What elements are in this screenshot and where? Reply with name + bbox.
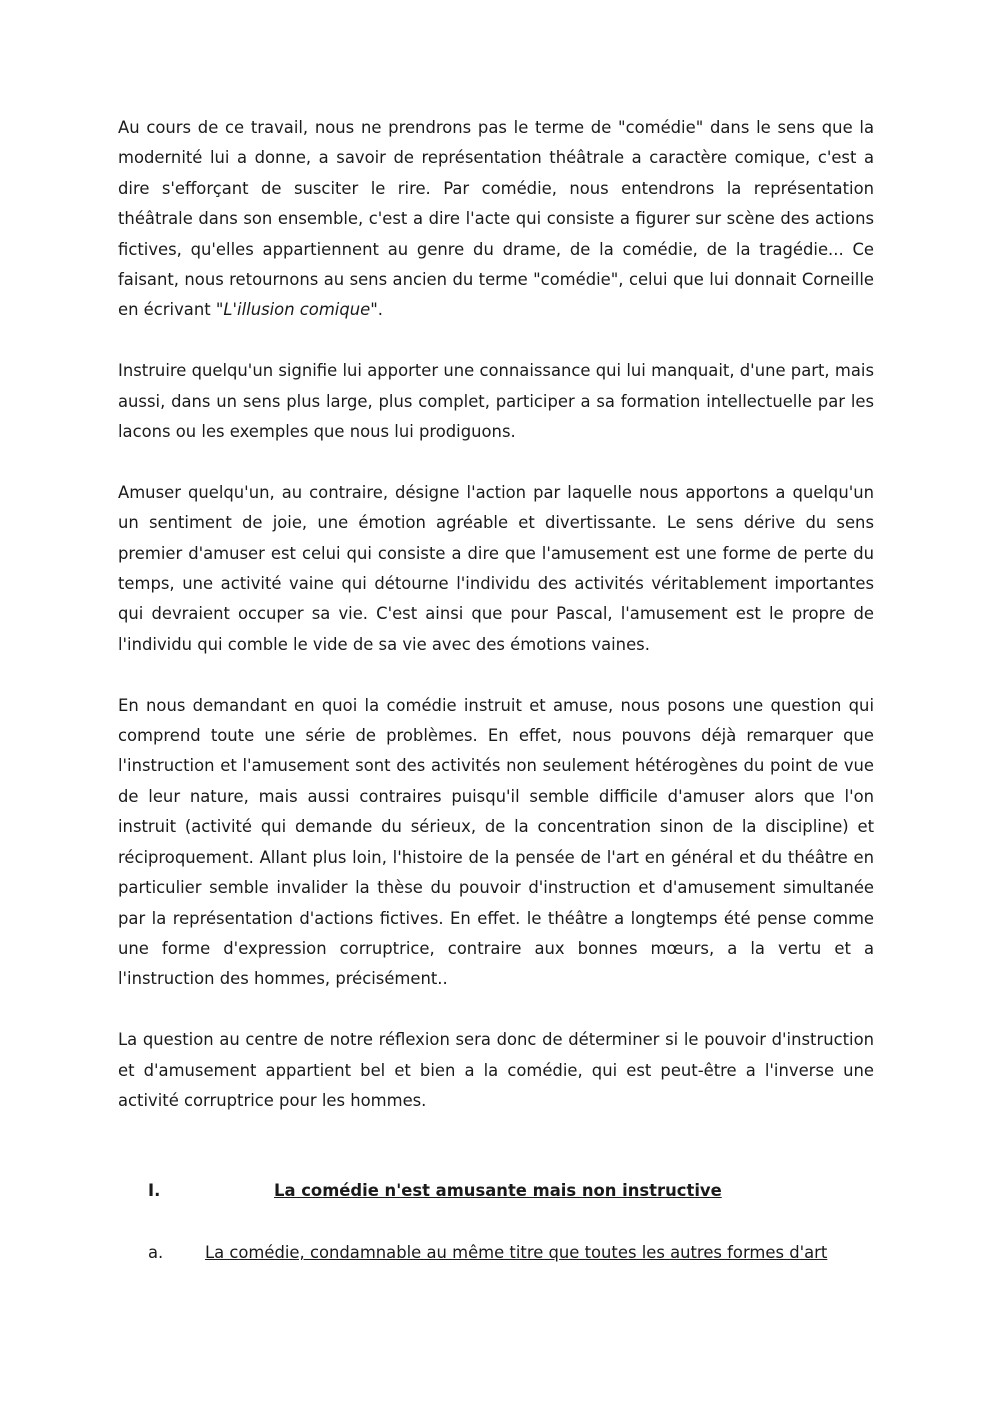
paragraph-text-end: ".	[370, 300, 383, 320]
paragraph-definition-instruire: Instruire quelqu'un signifie lui apporter une connaissance qui lui manquait, d'une part, mais aussi, dans un sens plus large, plus complet, participer a sa formation intellectuelle par les lacons ou les exemples que nous lui prodiguons.	[118, 361, 874, 442]
paragraph-definition-amuser: Amuser quelqu'un, au contraire, désigne l'action par laquelle nous apportons a quelqu'un un sentiment de joie, une émotion agréable et divertissante. Le sens dérive du sens premier d'amuser est celui qui consiste a dire que l'amusement est une forme de perte du temps, une activité vaine qui détourne l'individu des activités véritablement importantes qui devraient occuper sa vie. C'est ainsi que pour Pascal, l'amusement est le propre de l'individu qui comble le vide de sa vie avec des émotions vaines.	[118, 482, 874, 654]
paragraph-gap	[118, 326, 874, 356]
section-number: I.	[148, 1181, 161, 1200]
body-text	[118, 113, 874, 1116]
paragraph-text: Au cours de ce travail, nous ne prendrons pas le terme de "comédie" dans le sens que la modernité lui a donne, a savoir de représentation théâtrale a caractère comique, c'est a dire s'efforçant de susciter le rire. Par comédie, nous entendrons la représentation théâtrale dans son ensemble, c'est a dire l'acte qui consiste a figurer sur scène des actions fictives, qu'elles appartiennent au genre du drame, de la comédie, de la tragédie... Ce faisant, nous retournons au sens ancien du terme "comédie", celui que lui donnait Corneille en écrivant "	[118, 118, 874, 320]
paragraph-gap	[118, 995, 874, 1025]
italic-title: L'illusion comique	[223, 300, 371, 320]
paragraph-gap	[118, 447, 874, 477]
paragraph-definition-comedie	[118, 113, 874, 326]
section-title: La comédie n'est amusante mais non instructive	[274, 1181, 722, 1200]
paragraph-gap	[118, 660, 874, 690]
subsection-number: a.	[148, 1243, 164, 1262]
paragraph-question: La question au centre de notre réflexion sera donc de déterminer si le pouvoir d'instruction et d'amusement appartient bel et bien a la comédie, qui est peut-être a l'inverse une activité corruptrice pour les hommes.	[118, 1030, 874, 1110]
paragraph-problematique: En nous demandant en quoi la comédie instruit et amuse, nous posons une question qui comprend toute une série de problèmes. En effet, nous pouvons déjà remarquer que l'instruction et l'amusement sont des activités non seulement hétérogènes du point de vue de leur nature, mais aussi contraires puisqu'il semble difficile d'amuser alors que l'on instruit (activité qui demande du sérieux, de la concentration sinon de la discipline) et réciproquement. Allant plus loin, l'histoire de la pensée de l'art en général et du théâtre en particulier semble invalider la thèse du pouvoir d'instruction et d'amusement simultanée par la représentation d'actions fictives. En effet. le théâtre a longtemps été pense comme une forme d'expression corruptrice, contraire aux bonnes mœurs, a la vertu et a l'instruction des hommes, précisément..	[118, 695, 874, 989]
subsection-title: La comédie, condamnable au même titre que toutes les autres formes d'art	[205, 1243, 828, 1262]
